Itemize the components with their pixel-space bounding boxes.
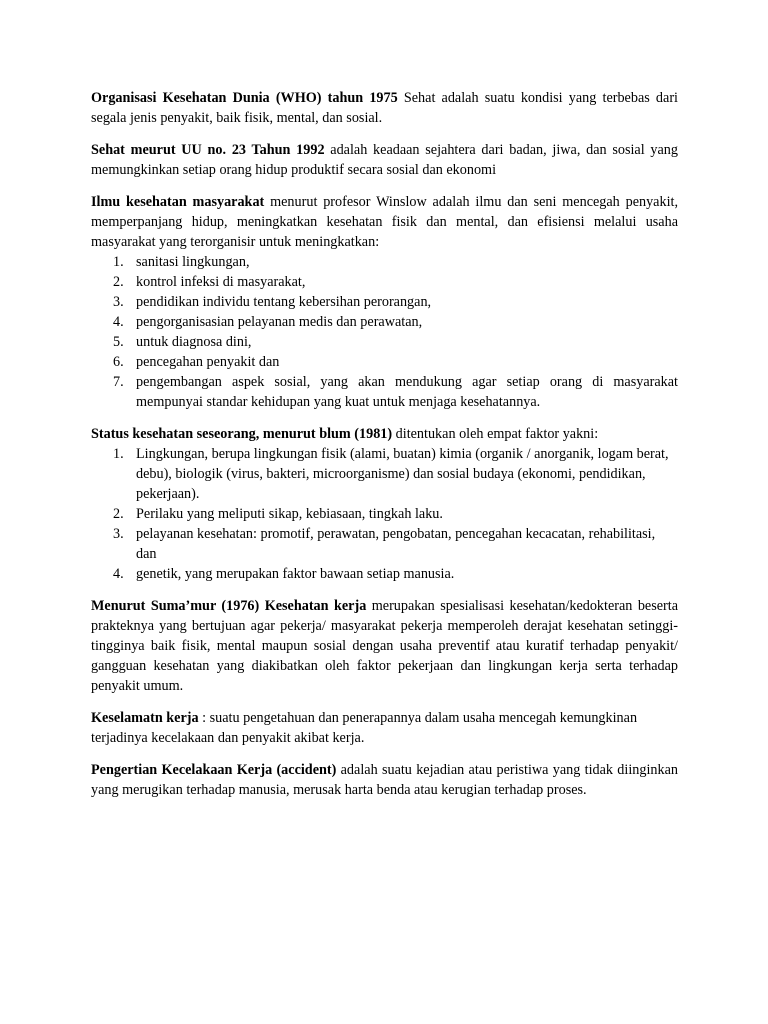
list-item xyxy=(91,292,678,312)
paragraph-uu-definition xyxy=(91,140,678,180)
paragraph-text: adalah suatu kejadian atau peristiwa yang tidak diinginkan yang merugikan terhadap manusia, merusak harta benda atau kerugian terhadap proses. xyxy=(91,762,678,798)
paragraph-lead: Sehat meurut UU no. 23 Tahun 1992 xyxy=(91,142,325,158)
list-item-text: pengorganisasian pelayanan medis dan perawatan, xyxy=(136,314,423,330)
paragraph-blum-status xyxy=(91,424,678,444)
paragraph-who-definition xyxy=(91,88,678,128)
paragraph-occupational-health xyxy=(91,596,678,696)
paragraph-work-accident xyxy=(91,760,678,800)
paragraph-text: adalah keadaan sejahtera dari badan, jiwa, dan sosial yang memungkinkan setiap orang hidup produktif secara sosial dan ekonomi xyxy=(91,142,678,178)
list-number: 2. xyxy=(113,274,124,290)
paragraph-lead: Menurut Suma’mur (1976) Kesehatan kerja xyxy=(91,598,367,614)
paragraph-lead: Keselamatn kerja xyxy=(91,710,199,726)
list-item-text: Lingkungan, berupa lingkungan fisik (alami, buatan) kimia (organik / anorganik, logam berat, debu), biologik (virus, bakteri, microorganisme) dan sosial budaya (ekonomi, pendidikan, pekerjaan). xyxy=(136,446,680,502)
list-item xyxy=(91,252,678,272)
list-number: 7. xyxy=(113,374,124,390)
paragraph-text: : suatu pengetahuan dan penerapannya dalam usaha mencegah kemungkinan terjadinya kecelakaan dan penyakit akibat kerja. xyxy=(91,710,638,746)
list-item xyxy=(91,372,678,412)
paragraph-text: merupakan spesialisasi kesehatan/kedokteran beserta prakteknya yang bertujuan agar pekerja/ masyarakat pekerja memperoleh derajat kesehatan setinggi-tingginya baik fisik, mental maupun sosial dengan usaha preventif atau kuratif terhadap penyakit/ gangguan kesehatan yang diakibatkan oleh faktor pekerjaan dan lingkungan kerja serta terhadap penyakit umum. xyxy=(91,598,678,694)
list-item xyxy=(91,272,678,292)
list-item xyxy=(91,504,678,524)
list-item xyxy=(91,564,678,584)
list-item xyxy=(91,352,678,372)
winslow-list xyxy=(91,252,678,412)
paragraph-text: menurut profesor Winslow adalah ilmu dan seni mencegah penyakit, memperpanjang hidup, meningkatkan kesehatan fisik dan mental, dan efisiensi melalui usaha masyarakat yang terorganisir untuk meningkatkan: xyxy=(91,194,679,250)
paragraph-lead: Pengertian Kecelakaan Kerja (accident) xyxy=(91,762,337,778)
list-number: 1. xyxy=(113,254,124,270)
list-item-text: Perilaku yang meliputi sikap, kebiasaan, tingkah laku. xyxy=(136,506,443,522)
paragraph-text: Sehat adalah suatu kondisi yang terbebas dari segala jenis penyakit, baik fisik, mental, dan sosial. xyxy=(91,90,678,126)
paragraph-lead: Ilmu kesehatan masyarakat xyxy=(91,194,265,210)
list-number: 3. xyxy=(113,294,124,310)
list-item-text: pelayanan kesehatan: promotif, perawatan, pengobatan, pencegahan kecacatan, rehabilitasi, dan xyxy=(136,526,656,562)
list-item xyxy=(91,312,678,332)
list-item-text: pengembangan aspek sosial, yang akan mendukung agar setiap orang di masyarakat mempunyai standar kehidupan yang kuat untuk menjaga kesehatannya. xyxy=(136,374,678,410)
list-number: 4. xyxy=(113,566,124,582)
blum-list xyxy=(91,444,678,584)
paragraph-winslow-definition xyxy=(91,192,678,252)
list-item-text: pendidikan individu tentang kebersihan perorangan, xyxy=(136,294,432,310)
paragraph-lead: Status kesehatan seseorang, menurut blum (1981) xyxy=(91,426,393,442)
list-item-text: genetik, yang merupakan faktor bawaan setiap manusia. xyxy=(136,566,455,582)
paragraph-text: ditentukan oleh empat faktor yakni: xyxy=(392,426,599,442)
list-item-text: kontrol infeksi di masyarakat, xyxy=(136,274,306,290)
list-item-text: untuk diagnosa dini, xyxy=(136,334,252,350)
list-item xyxy=(91,524,678,564)
paragraph-work-safety xyxy=(91,708,678,748)
list-number: 5. xyxy=(113,334,124,350)
paragraph-lead: Organisasi Kesehatan Dunia (WHO) tahun 1975 xyxy=(91,90,398,106)
list-item xyxy=(91,444,678,504)
document-page xyxy=(91,88,678,812)
list-number: 4. xyxy=(113,314,124,330)
list-number: 3. xyxy=(113,526,124,542)
list-item-text: sanitasi lingkungan, xyxy=(136,254,250,270)
list-item-text: pencegahan penyakit dan xyxy=(136,354,280,370)
list-number: 2. xyxy=(113,506,124,522)
list-item xyxy=(91,332,678,352)
list-number: 6. xyxy=(113,354,124,370)
list-number: 1. xyxy=(113,446,124,462)
